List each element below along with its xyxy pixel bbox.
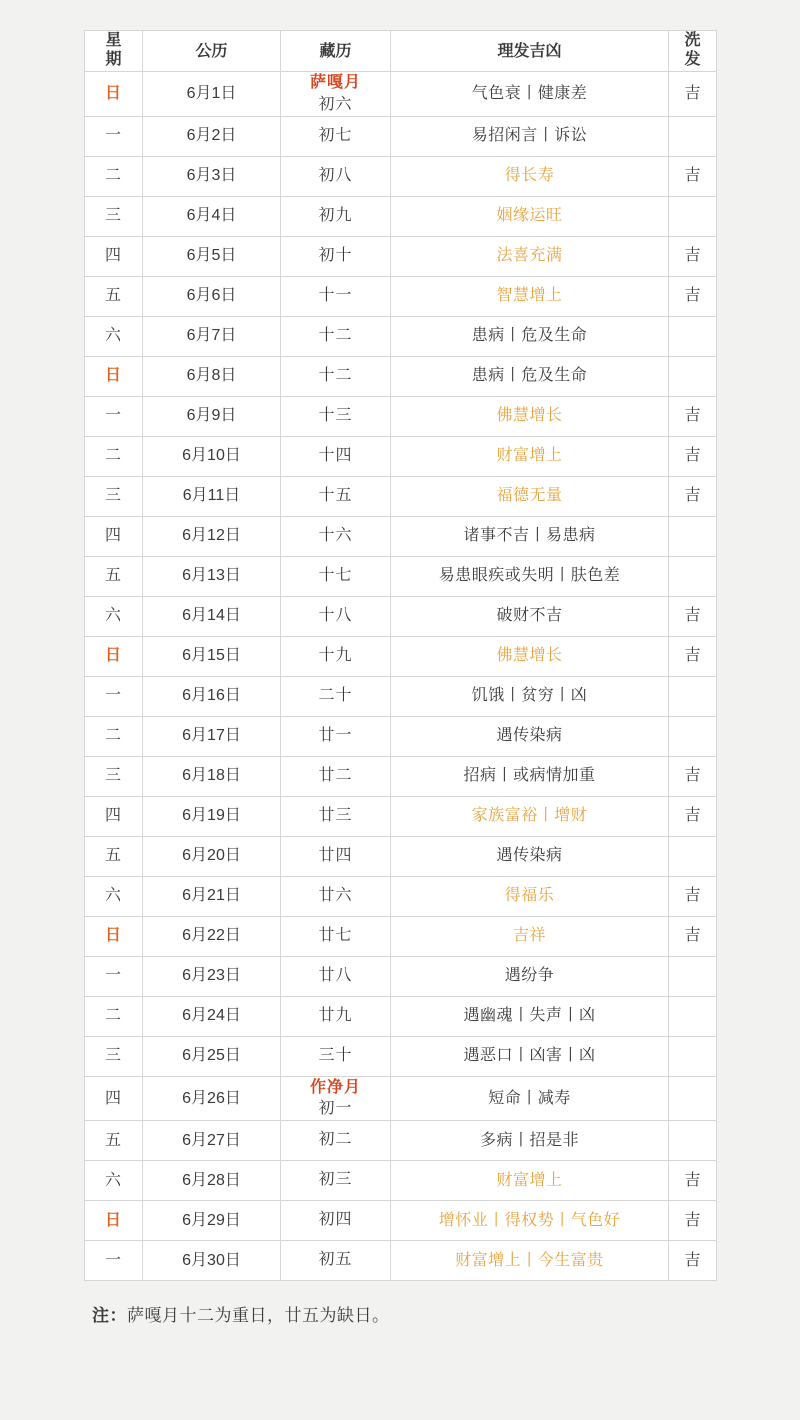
cell-haircut-omen: 家族富裕丨增财: [391, 796, 669, 836]
column-header-tibetan: 藏历: [281, 31, 391, 72]
cell-weekday: 三: [85, 756, 143, 796]
table-row: [85, 756, 717, 796]
cell-haircut-omen: 财富增上丨今生富贵: [391, 1240, 669, 1280]
cell-tibetan-date: [281, 436, 391, 476]
cell-weekday: 一: [85, 956, 143, 996]
cell-weekday: 六: [85, 596, 143, 636]
cell-hairwash: 吉: [669, 1200, 717, 1240]
table-body: [85, 72, 717, 1280]
tibetan-calendar-table: [84, 30, 717, 1281]
cell-hairwash: [669, 956, 717, 996]
tibetan-day-label: 廿四: [318, 847, 353, 865]
cell-hairwash: 吉: [669, 396, 717, 436]
cell-hairwash: [669, 316, 717, 356]
table-row: [85, 72, 717, 116]
cell-gregorian-date: 6月23日: [143, 956, 281, 996]
cell-haircut-omen: 短命丨减寿: [391, 1076, 669, 1120]
cell-tibetan-date: [281, 516, 391, 556]
cell-hairwash: [669, 996, 717, 1036]
cell-hairwash: [669, 1120, 717, 1160]
tibetan-day-label: 二十: [318, 687, 353, 705]
cell-haircut-omen: 遇幽魂丨失声丨凶: [391, 996, 669, 1036]
cell-hairwash: [669, 1076, 717, 1120]
cell-tibetan-date: [281, 916, 391, 956]
cell-haircut-omen: 遇纷争: [391, 956, 669, 996]
cell-tibetan-date: [281, 876, 391, 916]
table-row: [85, 276, 717, 316]
tibetan-month-label: 萨嘎月: [309, 74, 361, 92]
table-row: [85, 1160, 717, 1200]
cell-hairwash: 吉: [669, 436, 717, 476]
tibetan-day-label: 十九: [318, 647, 353, 665]
table-row: [85, 316, 717, 356]
cell-weekday: 日: [85, 356, 143, 396]
cell-weekday: 一: [85, 396, 143, 436]
cell-gregorian-date: 6月2日: [143, 116, 281, 156]
table-row: [85, 796, 717, 836]
tibetan-day-label: 廿八: [318, 967, 353, 985]
cell-haircut-omen: 吉祥: [391, 916, 669, 956]
cell-hairwash: 吉: [669, 156, 717, 196]
table-row: [85, 1036, 717, 1076]
cell-gregorian-date: 6月20日: [143, 836, 281, 876]
tibetan-day-label: 十一: [318, 287, 353, 305]
cell-weekday: 一: [85, 116, 143, 156]
cell-weekday: 日: [85, 636, 143, 676]
cell-weekday: 三: [85, 476, 143, 516]
cell-tibetan-date: [281, 756, 391, 796]
cell-gregorian-date: 6月12日: [143, 516, 281, 556]
cell-tibetan-date: [281, 1160, 391, 1200]
table-header: [85, 31, 717, 72]
table-row: [85, 356, 717, 396]
cell-gregorian-date: 6月1日: [143, 72, 281, 116]
cell-weekday: 三: [85, 1036, 143, 1076]
cell-tibetan-date: [281, 556, 391, 596]
cell-gregorian-date: 6月9日: [143, 396, 281, 436]
cell-tibetan-date: [281, 396, 391, 436]
tibetan-day-label: 十七: [318, 567, 353, 585]
cell-tibetan-date: [281, 596, 391, 636]
cell-hairwash: 吉: [669, 1240, 717, 1280]
tibetan-day-label: 十五: [318, 487, 353, 505]
cell-haircut-omen: 财富增上: [391, 1160, 669, 1200]
column-header-week: [85, 31, 143, 72]
cell-tibetan-date: [281, 1076, 391, 1120]
cell-haircut-omen: 福德无量: [391, 476, 669, 516]
cell-hairwash: 吉: [669, 596, 717, 636]
cell-gregorian-date: 6月18日: [143, 756, 281, 796]
cell-tibetan-date: [281, 276, 391, 316]
cell-haircut-omen: 佛慧增长: [391, 396, 669, 436]
cell-tibetan-date: [281, 156, 391, 196]
cell-weekday: 四: [85, 1076, 143, 1120]
cell-tibetan-date: [281, 636, 391, 676]
tibetan-day-label: 初五: [318, 1251, 353, 1269]
cell-haircut-omen: 姻缘运旺: [391, 196, 669, 236]
cell-haircut-omen: 遇恶口丨凶害丨凶: [391, 1036, 669, 1076]
cell-weekday: 五: [85, 1120, 143, 1160]
cell-haircut-omen: 患病丨危及生命: [391, 356, 669, 396]
cell-gregorian-date: 6月24日: [143, 996, 281, 1036]
column-header-omen: 理发吉凶: [391, 31, 669, 72]
cell-gregorian-date: 6月30日: [143, 1240, 281, 1280]
cell-hairwash: 吉: [669, 276, 717, 316]
table-row: [85, 1240, 717, 1280]
cell-tibetan-date: [281, 1200, 391, 1240]
tibetan-day-label: 初七: [318, 127, 353, 145]
cell-weekday: 日: [85, 916, 143, 956]
cell-hairwash: [669, 116, 717, 156]
cell-tibetan-date: [281, 72, 391, 116]
cell-haircut-omen: 易患眼疾或失明丨肤色差: [391, 556, 669, 596]
cell-haircut-omen: 得长寿: [391, 156, 669, 196]
cell-hairwash: 吉: [669, 916, 717, 956]
tibetan-day-label: 初二: [318, 1131, 353, 1149]
tibetan-day-label: 十八: [318, 607, 353, 625]
cell-hairwash: [669, 556, 717, 596]
tibetan-day-label: 初四: [318, 1211, 353, 1229]
cell-weekday: 五: [85, 276, 143, 316]
cell-gregorian-date: 6月5日: [143, 236, 281, 276]
cell-hairwash: 吉: [669, 236, 717, 276]
cell-weekday: 六: [85, 876, 143, 916]
table-row: [85, 436, 717, 476]
tibetan-day-label: 十四: [318, 447, 353, 465]
cell-gregorian-date: 6月3日: [143, 156, 281, 196]
cell-tibetan-date: [281, 356, 391, 396]
cell-weekday: 五: [85, 836, 143, 876]
footer-note-label: 注：: [92, 1305, 127, 1325]
cell-weekday: 二: [85, 156, 143, 196]
cell-tibetan-date: [281, 996, 391, 1036]
cell-haircut-omen: 饥饿丨贫穷丨凶: [391, 676, 669, 716]
table-row: [85, 636, 717, 676]
cell-hairwash: [669, 676, 717, 716]
cell-gregorian-date: 6月22日: [143, 916, 281, 956]
cell-gregorian-date: 6月21日: [143, 876, 281, 916]
cell-hairwash: 吉: [669, 876, 717, 916]
table-row: [85, 596, 717, 636]
tibetan-day-label: 十六: [318, 527, 353, 545]
column-header-gregorian: 公历: [143, 31, 281, 72]
cell-weekday: 四: [85, 516, 143, 556]
cell-gregorian-date: 6月14日: [143, 596, 281, 636]
table-row: [85, 396, 717, 436]
footer-note-text: 萨嘎月十二为重日，廿五为缺日。: [127, 1305, 390, 1325]
tibetan-day-label: 初一: [318, 1100, 353, 1118]
column-header-week-label: 星期: [105, 32, 123, 69]
cell-haircut-omen: 财富增上: [391, 436, 669, 476]
cell-hairwash: [669, 836, 717, 876]
tibetan-day-label: 初八: [318, 167, 353, 185]
cell-hairwash: 吉: [669, 756, 717, 796]
cell-gregorian-date: 6月27日: [143, 1120, 281, 1160]
cell-gregorian-date: 6月6日: [143, 276, 281, 316]
cell-haircut-omen: 遇传染病: [391, 836, 669, 876]
cell-gregorian-date: 6月17日: [143, 716, 281, 756]
cell-tibetan-date: [281, 116, 391, 156]
cell-tibetan-date: [281, 836, 391, 876]
cell-gregorian-date: 6月16日: [143, 676, 281, 716]
tibetan-day-label: 初六: [318, 95, 353, 113]
cell-tibetan-date: [281, 236, 391, 276]
cell-tibetan-date: [281, 716, 391, 756]
cell-gregorian-date: 6月15日: [143, 636, 281, 676]
cell-hairwash: [669, 196, 717, 236]
cell-weekday: 六: [85, 316, 143, 356]
cell-weekday: 四: [85, 796, 143, 836]
tibetan-day-label: 廿六: [318, 887, 353, 905]
table-row: [85, 836, 717, 876]
cell-hairwash: 吉: [669, 796, 717, 836]
tibetan-month-label: 作净月: [309, 1078, 361, 1096]
table-row: [85, 476, 717, 516]
cell-hairwash: [669, 516, 717, 556]
tibetan-day-label: 初三: [318, 1171, 353, 1189]
cell-haircut-omen: 易招闲言丨诉讼: [391, 116, 669, 156]
table-row: [85, 556, 717, 596]
cell-weekday: 一: [85, 676, 143, 716]
column-header-wash-label: 洗发: [684, 32, 701, 69]
cell-weekday: 四: [85, 236, 143, 276]
table-row: [85, 156, 717, 196]
cell-weekday: 日: [85, 1200, 143, 1240]
tibetan-day-label: 初十: [318, 247, 353, 265]
footer-note: [92, 1301, 716, 1326]
cell-tibetan-date: [281, 316, 391, 356]
table-row: [85, 876, 717, 916]
table-row: [85, 676, 717, 716]
cell-gregorian-date: 6月25日: [143, 1036, 281, 1076]
cell-haircut-omen: 诸事不吉丨易患病: [391, 516, 669, 556]
cell-weekday: 一: [85, 1240, 143, 1280]
cell-tibetan-date: [281, 676, 391, 716]
table-row: [85, 716, 717, 756]
cell-gregorian-date: 6月4日: [143, 196, 281, 236]
cell-tibetan-date: [281, 476, 391, 516]
table-row: [85, 996, 717, 1036]
cell-gregorian-date: 6月13日: [143, 556, 281, 596]
table-row: [85, 916, 717, 956]
cell-weekday: 五: [85, 556, 143, 596]
tibetan-day-label: 十二: [318, 327, 353, 345]
tibetan-day-label: 廿一: [318, 727, 353, 745]
cell-haircut-omen: 破财不吉: [391, 596, 669, 636]
table-row: [85, 516, 717, 556]
cell-weekday: 六: [85, 1160, 143, 1200]
table-row: [85, 956, 717, 996]
tibetan-day-label: 廿三: [318, 807, 353, 825]
cell-tibetan-date: [281, 196, 391, 236]
cell-tibetan-date: [281, 796, 391, 836]
cell-gregorian-date: 6月26日: [143, 1076, 281, 1120]
cell-gregorian-date: 6月11日: [143, 476, 281, 516]
tibetan-day-label: 廿九: [318, 1007, 353, 1025]
column-header-wash: [669, 31, 717, 72]
cell-weekday: 二: [85, 996, 143, 1036]
cell-weekday: 日: [85, 72, 143, 116]
cell-gregorian-date: 6月8日: [143, 356, 281, 396]
cell-tibetan-date: [281, 956, 391, 996]
tibetan-day-label: 廿二: [318, 767, 353, 785]
cell-tibetan-date: [281, 1036, 391, 1076]
cell-haircut-omen: 增怀业丨得权势丨气色好: [391, 1200, 669, 1240]
tibetan-day-label: 三十: [318, 1047, 353, 1065]
table-row: [85, 1076, 717, 1120]
cell-tibetan-date: [281, 1120, 391, 1160]
cell-hairwash: [669, 1036, 717, 1076]
cell-hairwash: 吉: [669, 636, 717, 676]
cell-haircut-omen: 得福乐: [391, 876, 669, 916]
table-row: [85, 116, 717, 156]
table-row: [85, 236, 717, 276]
cell-haircut-omen: 遇传染病: [391, 716, 669, 756]
cell-tibetan-date: [281, 1240, 391, 1280]
cell-gregorian-date: 6月10日: [143, 436, 281, 476]
cell-haircut-omen: 招病丨或病情加重: [391, 756, 669, 796]
cell-weekday: 二: [85, 716, 143, 756]
cell-hairwash: 吉: [669, 1160, 717, 1200]
cell-hairwash: [669, 716, 717, 756]
tibetan-day-label: 十三: [318, 407, 353, 425]
cell-gregorian-date: 6月19日: [143, 796, 281, 836]
tibetan-day-label: 初九: [318, 207, 353, 225]
cell-haircut-omen: 佛慧增长: [391, 636, 669, 676]
cell-haircut-omen: 患病丨危及生命: [391, 316, 669, 356]
cell-gregorian-date: 6月29日: [143, 1200, 281, 1240]
cell-haircut-omen: 智慧增上: [391, 276, 669, 316]
cell-haircut-omen: 多病丨招是非: [391, 1120, 669, 1160]
cell-hairwash: 吉: [669, 476, 717, 516]
table-row: [85, 196, 717, 236]
cell-gregorian-date: 6月28日: [143, 1160, 281, 1200]
cell-haircut-omen: 气色衰丨健康差: [391, 72, 669, 116]
cell-weekday: 三: [85, 196, 143, 236]
tibetan-day-label: 廿七: [318, 927, 353, 945]
header-row: [85, 31, 717, 72]
tibetan-day-label: 十二: [318, 367, 353, 385]
table-row: [85, 1120, 717, 1160]
table-row: [85, 1200, 717, 1240]
cell-hairwash: 吉: [669, 72, 717, 116]
cell-gregorian-date: 6月7日: [143, 316, 281, 356]
cell-weekday: 二: [85, 436, 143, 476]
cell-hairwash: [669, 356, 717, 396]
cell-haircut-omen: 法喜充满: [391, 236, 669, 276]
